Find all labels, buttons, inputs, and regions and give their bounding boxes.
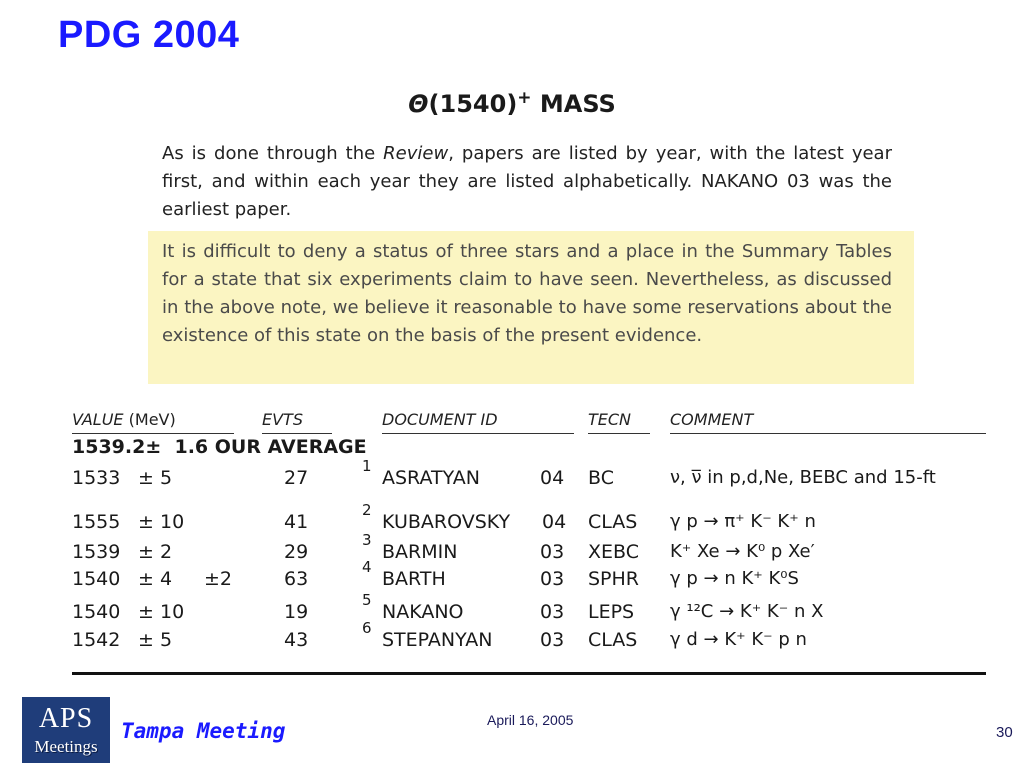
row-year: 04 xyxy=(540,467,565,489)
row-pm: ± xyxy=(138,568,154,590)
row-error: 5 xyxy=(160,467,173,489)
row-evts: 41 xyxy=(284,511,309,533)
row-pm: ± xyxy=(138,511,154,533)
row-year: 04 xyxy=(542,511,567,533)
row-year: 03 xyxy=(540,601,565,623)
row-pm: ± xyxy=(138,601,154,623)
row-footnote: 5 xyxy=(362,591,372,609)
row-footnote: 1 xyxy=(362,457,372,475)
table-row xyxy=(72,591,986,631)
row-value: 1540 xyxy=(72,568,121,590)
row-sys: ±2 xyxy=(204,568,233,590)
section-suffix: MASS xyxy=(539,90,616,118)
table-row xyxy=(72,457,986,497)
row-evts: 19 xyxy=(284,601,309,623)
table-row xyxy=(72,501,986,541)
intro-paragraph xyxy=(162,140,892,224)
header-evts: EVTS xyxy=(262,410,303,429)
row-document: BARTH xyxy=(382,568,446,590)
row-document: KUBAROVSKY xyxy=(382,511,511,533)
row-value: 1542 xyxy=(72,629,121,651)
header-document-id: DOCUMENT ID xyxy=(382,410,498,429)
row-tecn: CLAS xyxy=(588,511,638,533)
row-year: 03 xyxy=(540,541,565,563)
row-footnote: 3 xyxy=(362,531,372,549)
theta-symbol: Θ xyxy=(408,90,429,118)
row-document: ASRATYAN xyxy=(382,467,480,489)
footer-date: April 16, 2005 xyxy=(487,712,574,728)
row-value: 1539 xyxy=(72,541,121,563)
intro-emph: Review xyxy=(383,143,449,164)
meeting-name: Tampa Meeting xyxy=(121,719,286,743)
header-tecn: TECN xyxy=(588,410,632,429)
page-number: 30 xyxy=(996,724,1013,741)
row-comment: γ p → n K⁺ K⁰S xyxy=(670,568,799,589)
row-tecn: XEBC xyxy=(588,541,639,563)
row-document: BARMIN xyxy=(382,541,458,563)
row-tecn: LEPS xyxy=(588,601,635,623)
row-value: 1540 xyxy=(72,601,121,623)
row-evts: 29 xyxy=(284,541,309,563)
section-title xyxy=(0,88,1024,118)
aps-meetings-logo xyxy=(22,697,110,763)
header-value-unit: (MeV) xyxy=(128,410,176,429)
row-year: 03 xyxy=(540,629,565,651)
row-tecn: BC xyxy=(588,467,614,489)
table-row xyxy=(72,558,986,598)
row-evts: 63 xyxy=(284,568,309,590)
intro-before: As is done through the xyxy=(162,143,384,164)
note-text: It is difficult to deny a status of three stars and a place in the Summary Tables for a state that six experiments claim to have seen. Nevertheless, as discussed in the above note, we believe it reasonable to have some reservations about the existence of this state on the basis of the present evidence. xyxy=(162,241,892,346)
header-value xyxy=(72,410,176,429)
row-footnote: 4 xyxy=(362,558,372,576)
row-comment: K⁺ Xe → K⁰ p Xe′ xyxy=(670,541,815,562)
header-value-label: VALUE xyxy=(72,410,124,429)
logo-main-text: APS xyxy=(38,703,94,734)
row-pm: ± xyxy=(138,629,154,651)
row-comment: γ d → K⁺ K⁻ p n xyxy=(670,629,807,650)
mass-table xyxy=(72,410,986,680)
row-document: NAKANO xyxy=(382,601,464,623)
row-error: 10 xyxy=(160,601,185,623)
row-tecn: CLAS xyxy=(588,629,638,651)
row-value: 1555 xyxy=(72,511,121,533)
row-pm: ± xyxy=(138,541,154,563)
header-underline xyxy=(670,433,986,434)
row-error: 10 xyxy=(160,511,185,533)
section-charge: + xyxy=(517,88,532,108)
row-evts: 27 xyxy=(284,467,309,489)
row-comment: γ p → π⁺ K⁻ K⁺ n xyxy=(670,511,816,532)
row-footnote: 2 xyxy=(362,501,372,519)
average-label: OUR AVERAGE xyxy=(214,436,367,458)
section-mass: (1540) xyxy=(428,90,518,118)
header-underline xyxy=(588,433,650,434)
average-row xyxy=(72,436,367,458)
header-underline xyxy=(72,433,234,434)
row-year: 03 xyxy=(540,568,565,590)
row-tecn: SPHR xyxy=(588,568,640,590)
slide-title: PDG 2004 xyxy=(58,14,240,56)
row-document: STEPANYAN xyxy=(382,629,493,651)
note-box xyxy=(148,231,914,384)
logo-sub-text: Meetings xyxy=(34,737,98,756)
row-comment: γ ¹²C → K⁺ K⁻ n X xyxy=(670,601,824,622)
row-pm: ± xyxy=(138,467,154,489)
row-error: 4 xyxy=(160,568,173,590)
table-row xyxy=(72,619,986,659)
header-underline xyxy=(382,433,574,434)
row-value: 1533 xyxy=(72,467,121,489)
intro-after: , papers are listed by year, with the latest year first, and within each year they are listed alphabetically. NAKANO 03 was the earliest paper. xyxy=(162,143,892,220)
row-evts: 43 xyxy=(284,629,309,651)
row-comment: ν, ν̅ in p,d,Ne, BEBC and 15-ft xyxy=(670,467,936,488)
header-comment: COMMENT xyxy=(670,410,754,429)
table-bottom-rule xyxy=(72,672,986,675)
average-error: 1.6 xyxy=(174,436,209,458)
header-underline xyxy=(262,433,332,434)
row-error: 5 xyxy=(160,629,173,651)
average-value: 1539.2 xyxy=(72,436,146,458)
average-pm: ± xyxy=(145,436,162,458)
row-footnote: 6 xyxy=(362,619,372,637)
row-error: 2 xyxy=(160,541,173,563)
table-row xyxy=(72,531,986,571)
